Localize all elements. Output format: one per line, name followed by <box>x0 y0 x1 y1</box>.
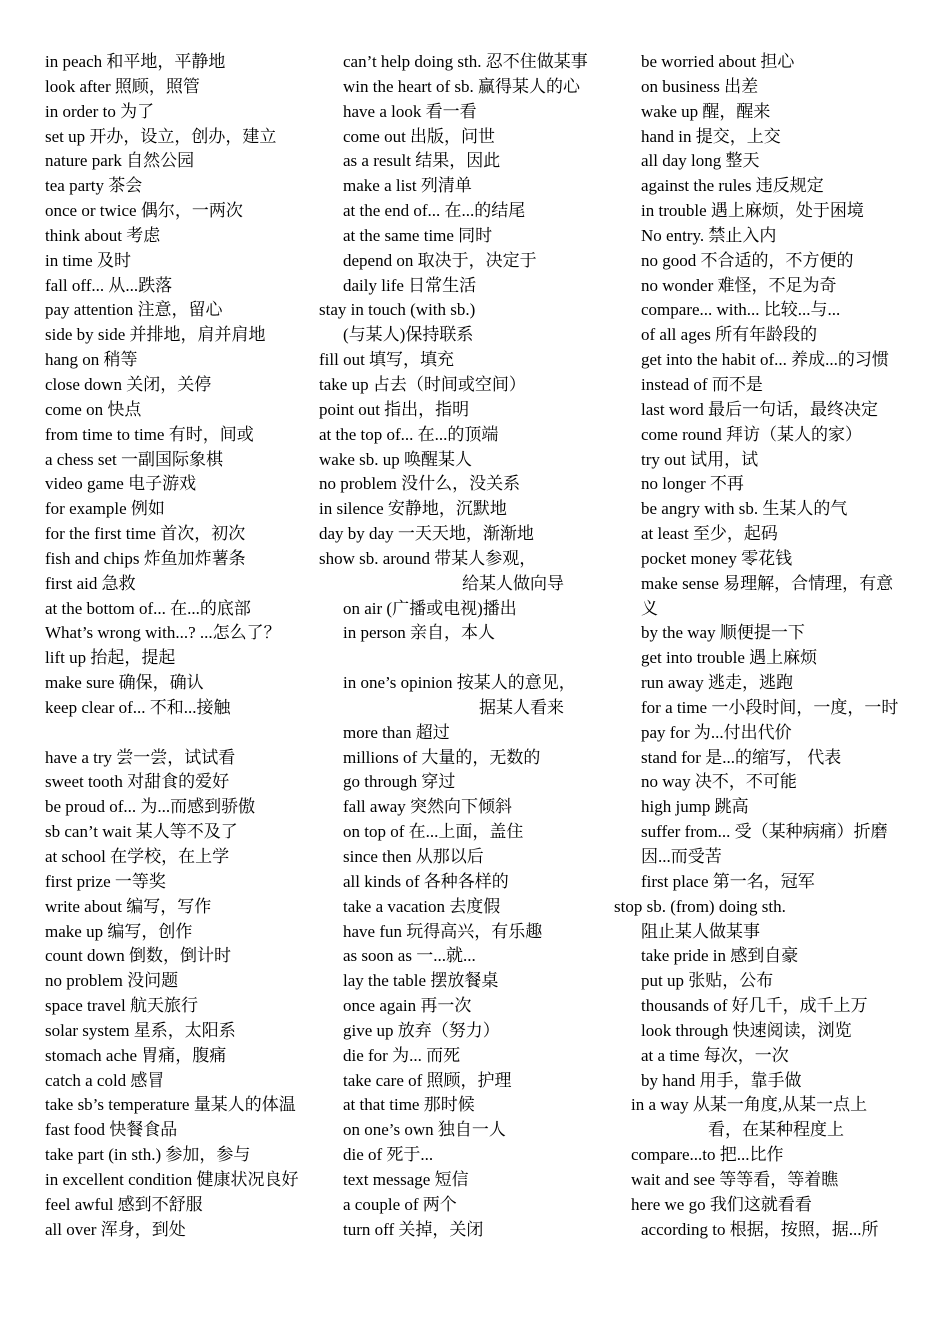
phrase-entry: as a result 结果，因此 <box>343 151 501 171</box>
phrase-entry: pocket money 零花钱 <box>641 548 793 568</box>
phrase-entry: fall off... 从...跌落 <box>45 275 173 295</box>
phrase-entry: go through 穿过 <box>343 772 456 792</box>
phrase-entry: more than 超过 <box>343 722 450 742</box>
phrase-entry: for the first time 首次，初次 <box>45 524 246 544</box>
phrase-entry: come out 出版，问世 <box>343 126 496 146</box>
phrase-column-3 <box>614 50 909 1243</box>
phrase-entry: at school 在学校，在上学 <box>45 847 230 866</box>
phrase-entry: No entry. 禁止入内 <box>641 225 777 245</box>
phrase-entry: a chess set 一副国际象棋 <box>45 449 224 469</box>
phrase-entry: solar system 星系，太阳系 <box>45 1020 236 1040</box>
phrase-entry: die of 死于... <box>343 1145 434 1165</box>
phrase-entry: get into the habit of... 养成...的习惯 <box>641 350 889 370</box>
phrase-entry: at a time 每次，一次 <box>641 1045 789 1065</box>
phrase-entry: at least 至少，起码 <box>641 524 778 544</box>
phrase-entry: from time to time 有时，间或 <box>45 424 254 444</box>
phrase-entry: close down 关闭，关停 <box>45 374 212 394</box>
phrase-entry: tea party 茶会 <box>45 176 143 196</box>
phrase-entry: of all ages 所有年龄段的 <box>641 325 818 345</box>
phrase-entry: thousands of 好几千，成千上万 <box>641 996 868 1016</box>
phrase-entry: give up 放弃（努力） <box>343 1020 500 1040</box>
phrase-entry: can’t help doing sth. 忍不住做某事 <box>343 52 588 71</box>
phrase-entry: take sb’s temperature 量某人的体温 <box>45 1095 296 1115</box>
phrase-entry: instead of 而不是 <box>641 374 763 394</box>
phrase-entry: once or twice 偶尔，一两次 <box>45 201 243 221</box>
phrase-entry: pay for 为...付出代价 <box>641 722 792 742</box>
phrase-column-1 <box>45 50 317 1243</box>
phrase-entry: a couple of 两个 <box>343 1194 457 1214</box>
phrase-entry: take pride in 感到自豪 <box>641 946 799 966</box>
phrase-entry: make a list 列清单 <box>343 176 472 196</box>
phrase-entry: at that time 那时候 <box>343 1095 475 1115</box>
phrase-entry: video game 电子游戏 <box>45 474 197 494</box>
phrase-entry: in one’s opinion 按某人的意见， <box>343 673 576 693</box>
phrase-entry: in person 亲自，本人 <box>343 623 496 643</box>
phrase-entry: in excellent condition 健康状况良好 <box>45 1169 299 1189</box>
phrase-entry: no problem 没问题 <box>45 971 179 991</box>
phrase-entry-continuation: (与某人)保持联系 <box>343 325 474 345</box>
phrase-entry: count down 倒数，倒计时 <box>45 946 232 966</box>
phrase-entry: as soon as 一...就... <box>343 946 476 966</box>
phrase-entry: daily life 日常生活 <box>343 275 477 295</box>
phrase-entry-continuation: 给某人做向导 <box>462 573 564 593</box>
phrase-entry: once again 再一次 <box>343 996 472 1016</box>
phrase-entry: all over 浑身，到处 <box>45 1219 186 1239</box>
phrase-entry: first aid 急救 <box>45 573 136 593</box>
phrase-entry: hang on 稍等 <box>45 350 138 370</box>
phrase-entry: compare... with... 比较...与... <box>641 300 841 320</box>
phrase-entry: point out 指出，指明 <box>319 399 470 419</box>
phrase-entry: lift up 抬起，提起 <box>45 648 176 668</box>
phrase-entry: no longer 不再 <box>641 474 744 494</box>
blank-line <box>45 721 317 746</box>
phrase-entry: no good 不合适的，不方便的 <box>641 250 854 270</box>
phrase-entry: feel awful 感到不舒服 <box>45 1194 203 1214</box>
phrase-entry: wake up 醒，醒来 <box>641 101 771 121</box>
phrase-entry: sweet tooth 对甜食的爱好 <box>45 772 230 792</box>
phrase-entry: here we go 我们这就看看 <box>631 1194 812 1214</box>
phrase-entry: in time 及时 <box>45 250 131 270</box>
phrase-entry: in peach 和平地，平静地 <box>45 52 226 71</box>
phrase-entry: text message 短信 <box>343 1169 469 1189</box>
phrase-entry: suffer from... 受（某种病痛）折磨 <box>641 822 888 842</box>
phrase-entry: fill out 填写，填充 <box>319 350 455 370</box>
phrase-entry: run away 逃走，逃跑 <box>641 673 794 693</box>
phrase-entry: come on 快点 <box>45 399 142 419</box>
phrase-entry: wake sb. up 唤醒某人 <box>319 449 472 469</box>
phrase-entry: take a vacation 去度假 <box>343 896 501 916</box>
phrase-entry: die for 为... 而死 <box>343 1045 461 1065</box>
phrase-entry: take care of 照顾，护理 <box>343 1070 512 1090</box>
phrase-entry: stop sb. (from) doing sth. <box>614 896 786 916</box>
phrase-entry: compare...to 把...比作 <box>631 1145 784 1165</box>
phrase-entry: first prize 一等奖 <box>45 871 166 891</box>
phrase-entry: no problem 没什么，没关系 <box>319 474 521 494</box>
phrase-entry: at the same time 同时 <box>343 225 493 245</box>
phrase-entry: by hand 用手，靠手做 <box>641 1070 802 1090</box>
phrase-entry: keep clear of... 不和...接触 <box>45 697 231 717</box>
phrase-entry-continuation: 因...而受苦 <box>641 847 722 866</box>
phrase-entry: think about 考虑 <box>45 225 161 245</box>
phrase-entry: lay the table 摆放餐桌 <box>343 971 499 991</box>
phrase-entry: since then 从那以后 <box>343 847 484 866</box>
phrase-entry: be angry with sb. 生某人的气 <box>641 499 848 519</box>
phrase-entry: first place 第一名，冠军 <box>641 871 815 891</box>
phrase-entry: at the top of... 在...的顶端 <box>319 424 499 444</box>
phrase-entry: on top of 在...上面，盖住 <box>343 822 524 842</box>
phrase-entry: on one’s own 独自一人 <box>343 1120 506 1140</box>
phrase-entry: try out 试用，试 <box>641 449 759 469</box>
phrase-entry: fish and chips 炸鱼加炸薯条 <box>45 548 246 568</box>
phrase-entry: stomach ache 胃痛，腹痛 <box>45 1045 227 1065</box>
phrase-entry: no way 决不，不可能 <box>641 772 797 792</box>
phrase-entry: write about 编写，写作 <box>45 896 212 916</box>
phrase-column-2 <box>319 50 611 1243</box>
phrase-entry: sb can’t wait 某人等不及了 <box>45 822 238 842</box>
phrase-entry: nature park 自然公园 <box>45 151 195 171</box>
phrase-entry: win the heart of sb. 赢得某人的心 <box>343 76 581 96</box>
phrase-entry: have a look 看一看 <box>343 101 477 121</box>
phrase-entry: fast food 快餐食品 <box>45 1120 178 1140</box>
phrase-entry: according to 根据，按照，据...所 <box>641 1219 879 1239</box>
phrase-entry: on air (广播或电视)播出 <box>343 598 517 618</box>
phrase-entry: take up 占去（时间或空间） <box>319 374 526 394</box>
phrase-entry: What’s wrong with...? ...怎么了？ <box>45 623 281 643</box>
phrase-entry: get into trouble 遇上麻烦 <box>641 648 818 668</box>
phrase-entry: depend on 取决于，决定于 <box>343 250 537 270</box>
phrase-entry: have a try 尝一尝，试试看 <box>45 747 236 767</box>
phrase-entry: no wonder 难怪，不足为奇 <box>641 275 837 295</box>
phrase-entry: at the bottom of... 在...的底部 <box>45 598 251 618</box>
phrase-entry: high jump 跳高 <box>641 797 749 817</box>
phrase-entry: all kinds of 各种各样的 <box>343 871 509 891</box>
phrase-entry: stand for 是...的缩写， 代表 <box>641 747 842 767</box>
phrase-entry: in trouble 遇上麻烦，处于困境 <box>641 201 864 221</box>
phrase-entry: make sense 易理解，合情理，有意义 <box>641 573 894 618</box>
phrase-entry: wait and see 等等看，等着瞧 <box>631 1169 839 1189</box>
phrase-entry: look after 照顾，照管 <box>45 76 200 96</box>
phrase-entry: space travel 航天旅行 <box>45 996 198 1016</box>
phrase-entry: be proud of... 为...而感到骄傲 <box>45 797 256 817</box>
phrase-entry: day by day 一天天地，渐渐地 <box>319 524 534 544</box>
phrase-entry: turn off 关掉，关闭 <box>343 1219 484 1239</box>
phrase-entry: show sb. around 带某人参观， <box>319 548 537 568</box>
phrase-entry: last word 最后一句话，最终决定 <box>641 399 879 419</box>
phrase-entry: make up 编写，创作 <box>45 921 193 941</box>
phrase-entry: all day long 整天 <box>641 151 760 171</box>
phrase-entry: put up 张贴，公布 <box>641 971 774 991</box>
phrase-entry: stay in touch (with sb.) <box>319 300 476 320</box>
phrase-entry-continuation: 据某人看来 <box>479 697 564 717</box>
phrase-entry-continuation: 阻止某人做某事 <box>641 921 760 941</box>
phrase-entry: at the end of... 在...的结尾 <box>343 201 526 221</box>
phrase-entry: pay attention 注意，留心 <box>45 300 223 320</box>
phrase-entry: against the rules 违反规定 <box>641 176 824 196</box>
phrase-entry: millions of 大量的，无数的 <box>343 747 541 767</box>
phrase-entry: on business 出差 <box>641 76 759 96</box>
phrase-entry: take part (in sth.) 参加，参与 <box>45 1145 251 1165</box>
phrase-entry: in order to 为了 <box>45 101 155 121</box>
phrase-entry: by the way 顺便提一下 <box>641 623 805 643</box>
phrase-entry: come round 拜访（某人的家） <box>641 424 862 444</box>
phrase-entry: for a time 一小段时间，一度，一时 <box>641 697 899 717</box>
phrase-entry: hand in 提交，上交 <box>641 126 781 146</box>
phrase-entry: side by side 并排地，肩并肩地 <box>45 325 266 345</box>
phrase-entry: be worried about 担心 <box>641 52 795 71</box>
phrase-entry: for example 例如 <box>45 499 165 519</box>
phrase-entry: in a way 从某一角度,从某一点上 <box>631 1095 868 1115</box>
phrase-entry: catch a cold 感冒 <box>45 1070 165 1090</box>
phrase-entry: fall away 突然向下倾斜 <box>343 797 513 817</box>
phrase-entry: in silence 安静地，沉默地 <box>319 499 507 519</box>
phrase-entry: make sure 确保，确认 <box>45 673 204 693</box>
blank-line <box>343 646 611 671</box>
phrase-entry-continuation: 看，在某种程度上 <box>708 1120 844 1140</box>
phrase-entry: set up 开办，设立，创办，建立 <box>45 126 277 146</box>
phrase-entry: look through 快速阅读，浏览 <box>641 1020 852 1040</box>
phrase-entry: have fun 玩得高兴，有乐趣 <box>343 921 543 941</box>
